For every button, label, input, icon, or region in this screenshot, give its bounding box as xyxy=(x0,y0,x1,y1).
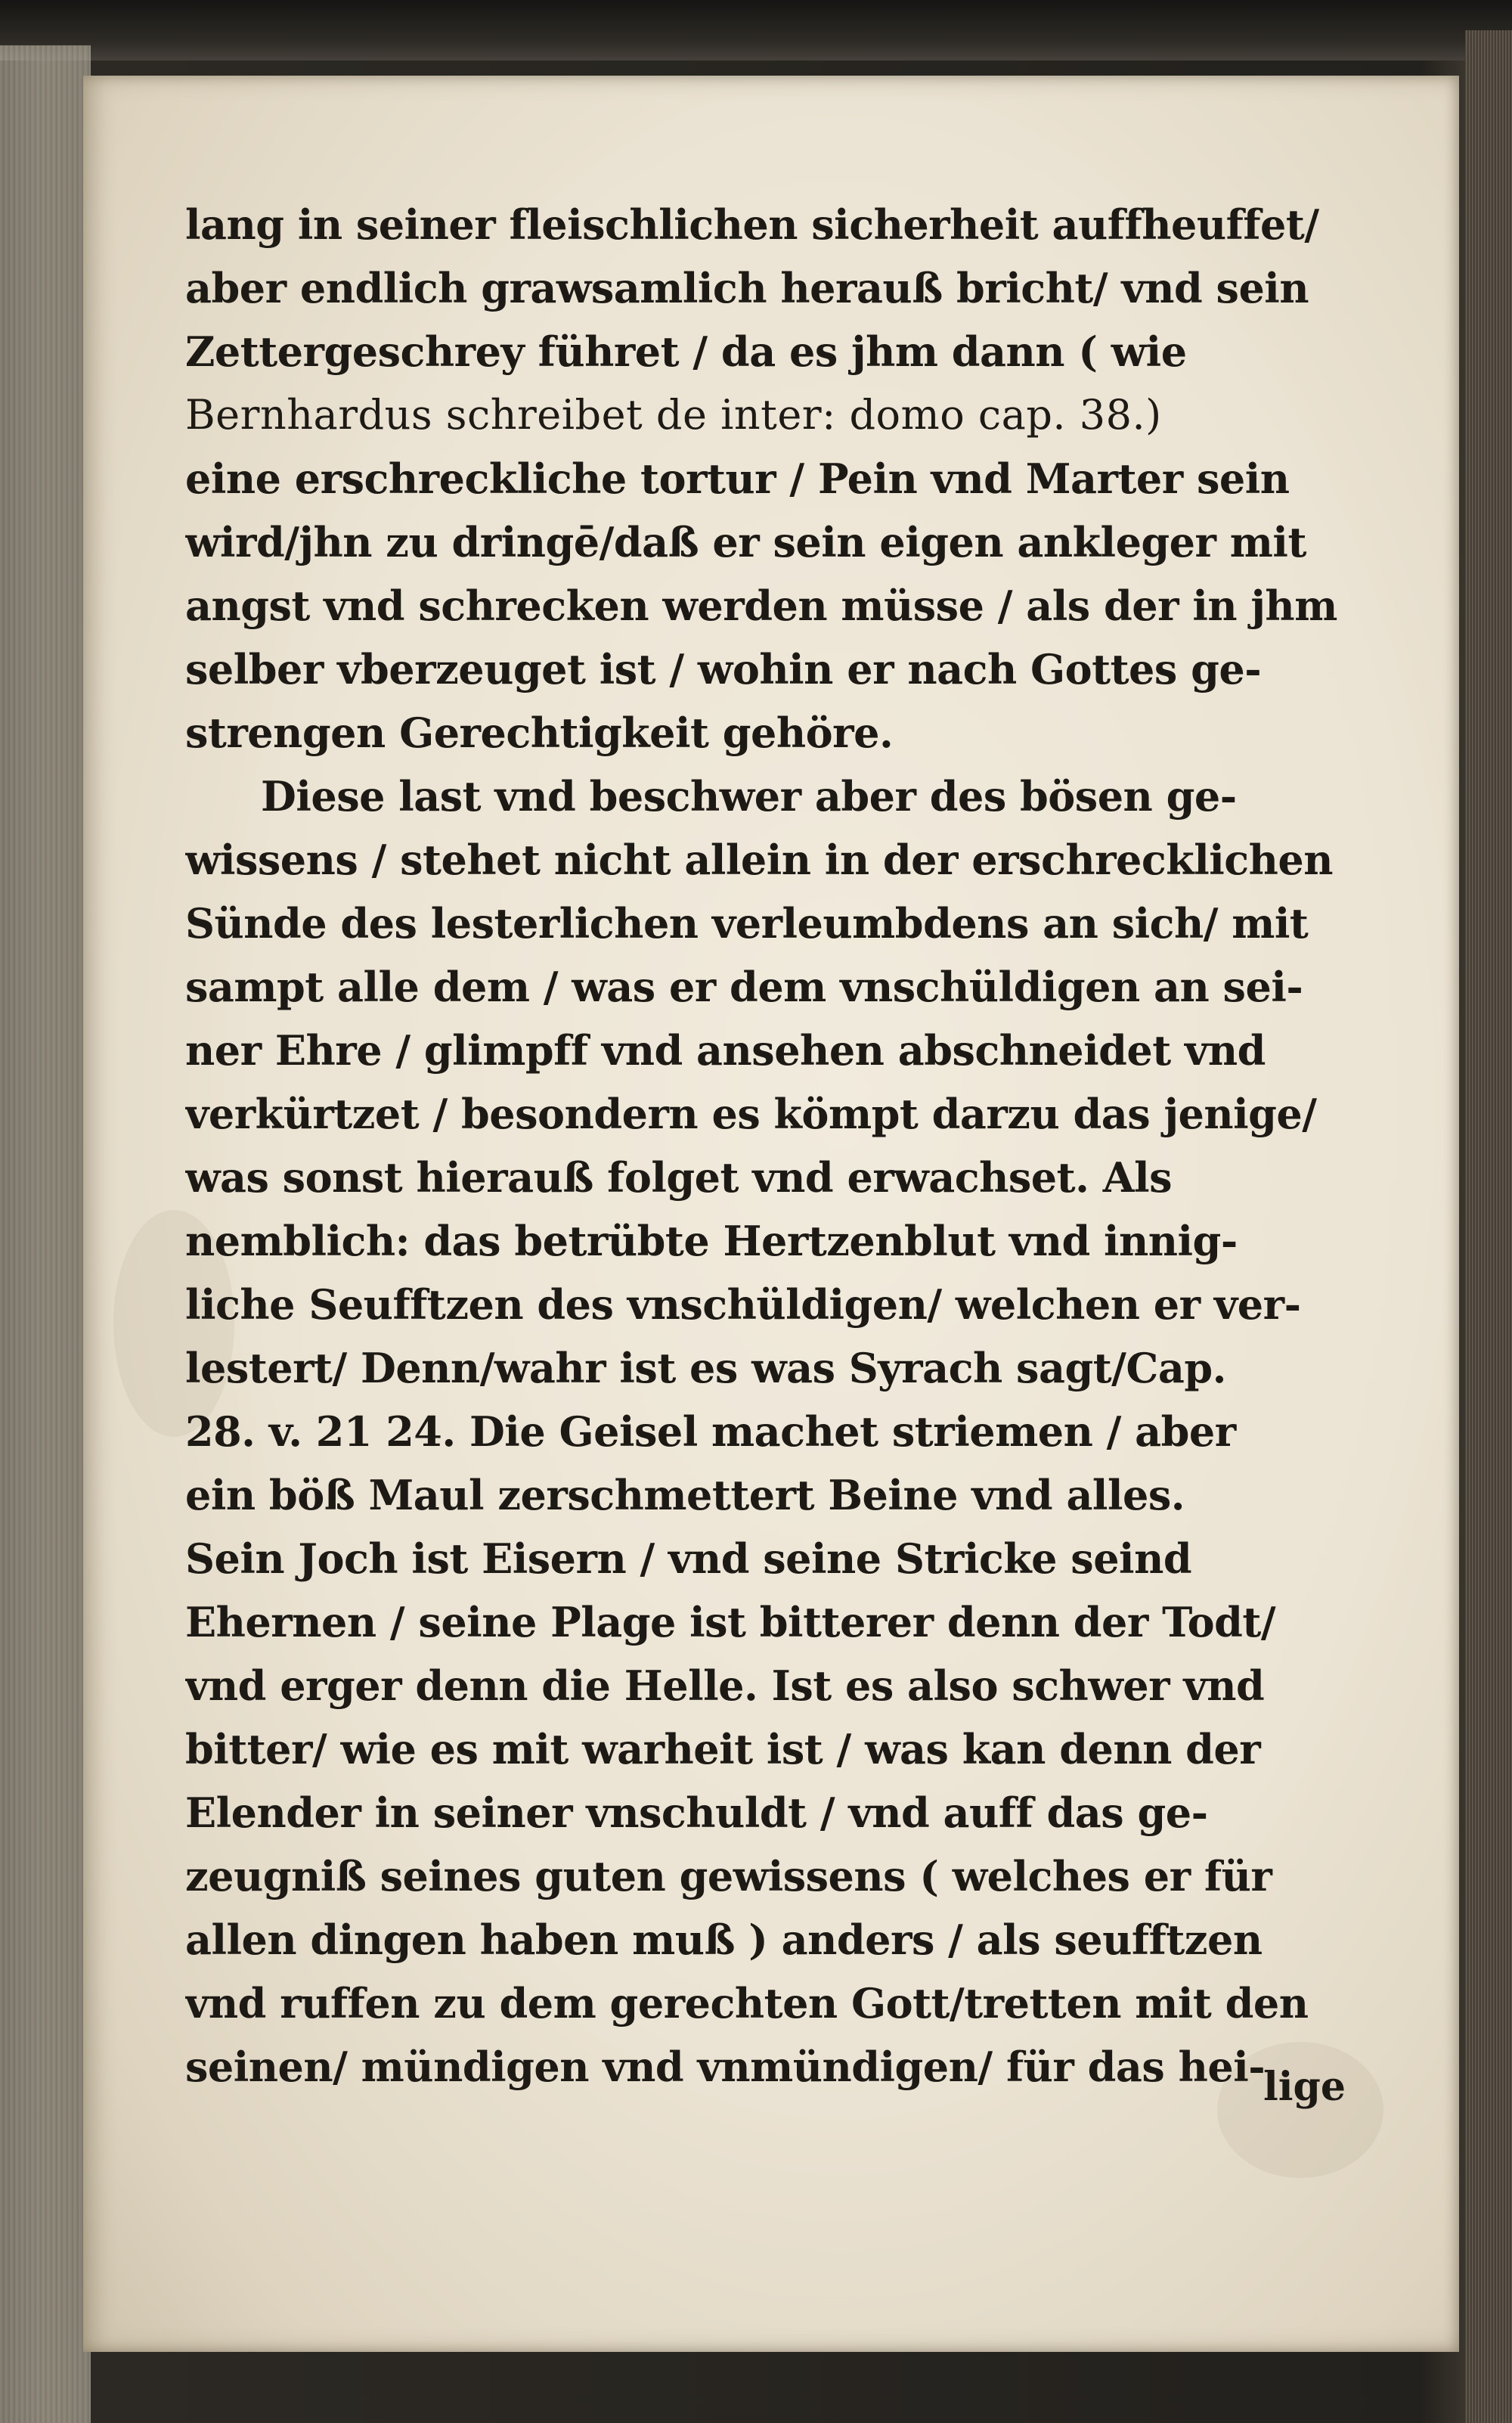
text-line: selber vberzeuget ist / wohin er nach Gottes ge- xyxy=(185,645,1262,693)
text-line: sampt alle dem / was er dem vnschüldigen an sei- xyxy=(185,963,1303,1011)
page-stack-right xyxy=(1465,30,1512,2423)
text-line: eine erschreckliche tortur / Pein vnd Marter sein xyxy=(185,455,1290,503)
text-line: zeugniß seines guten gewissens ( welches er für xyxy=(185,1852,1272,1900)
text-line: lestert/ Denn/wahr ist es was Syrach sagt/Cap. xyxy=(185,1344,1226,1392)
text-line: liche Seufftzen des vnschüldigen/ welchen er ver- xyxy=(185,1280,1301,1329)
text-line: Elender in seiner vnschuldt / vnd auff das ge- xyxy=(185,1789,1208,1837)
text-line: wird/jhn zu dringē/daß er sein eigen ankleger mit xyxy=(185,518,1306,566)
text-line: Zettergeschrey führet / da es jhm dann ( wie xyxy=(185,327,1187,376)
text-line: 28. v. 21 24. Die Geisel machet striemen / aber xyxy=(185,1407,1236,1456)
text-line: seinen/ mündigen vnd vnmündigen/ für das hei- xyxy=(185,2043,1266,2091)
text-line: allen dingen haben muß ) anders / als seufftzen xyxy=(185,1916,1263,1964)
text-line: Sünde des lesterlichen verleumbdens an sich/ mit xyxy=(185,899,1309,948)
text-line: nemblich: das betrübte Hertzenblut vnd innig- xyxy=(185,1217,1238,1265)
text-line: bitter/ wie es mit warheit ist / was kan denn der xyxy=(185,1725,1261,1773)
text-line: verkürtzet / besondern es kömpt darzu das jenige/ xyxy=(185,1090,1317,1138)
text-line: vnd erger denn die Helle. Ist es also schwer vnd xyxy=(185,1661,1265,1710)
text-line: vnd ruffen zu dem gerechten Gott/tretten mit den xyxy=(185,1979,1309,2027)
catchword: lige xyxy=(1263,2064,1346,2110)
text-line: ner Ehre / glimpff vnd ansehen abschneidet vnd xyxy=(185,1026,1266,1075)
book-top-edge xyxy=(0,0,1512,60)
paragraph-start-line: Diese last vnd beschwer aber des bösen ge- xyxy=(261,772,1237,821)
text-line: lang in seiner fleischlichen sicherheit auffheuffet/ xyxy=(185,200,1319,249)
text-line: Ehernen / seine Plage ist bitterer denn der Todt/ xyxy=(185,1598,1276,1646)
text-line: Sein Joch ist Eisern / vnd seine Stricke seind xyxy=(185,1534,1192,1583)
text-line: angst vnd schrecken werden müsse / als der in jhm xyxy=(185,582,1337,630)
text-line: wissens / stehet nicht allein in der erschrecklichen xyxy=(185,836,1333,884)
text-line: aber endlich grawsamlich herauß bricht/ vnd sein xyxy=(185,264,1309,312)
page-text xyxy=(185,193,1365,2099)
text-line: was sonst hierauß folget vnd erwachset. Als xyxy=(185,1153,1173,1202)
text-line: Bernhardus schreibet de inter: domo cap. 38.) xyxy=(185,391,1162,439)
text-line: strengen Gerechtigkeit gehöre. xyxy=(185,709,894,757)
page-stack-left xyxy=(0,45,91,2423)
text-line: ein böß Maul zerschmettert Beine vnd alles. xyxy=(185,1471,1185,1519)
